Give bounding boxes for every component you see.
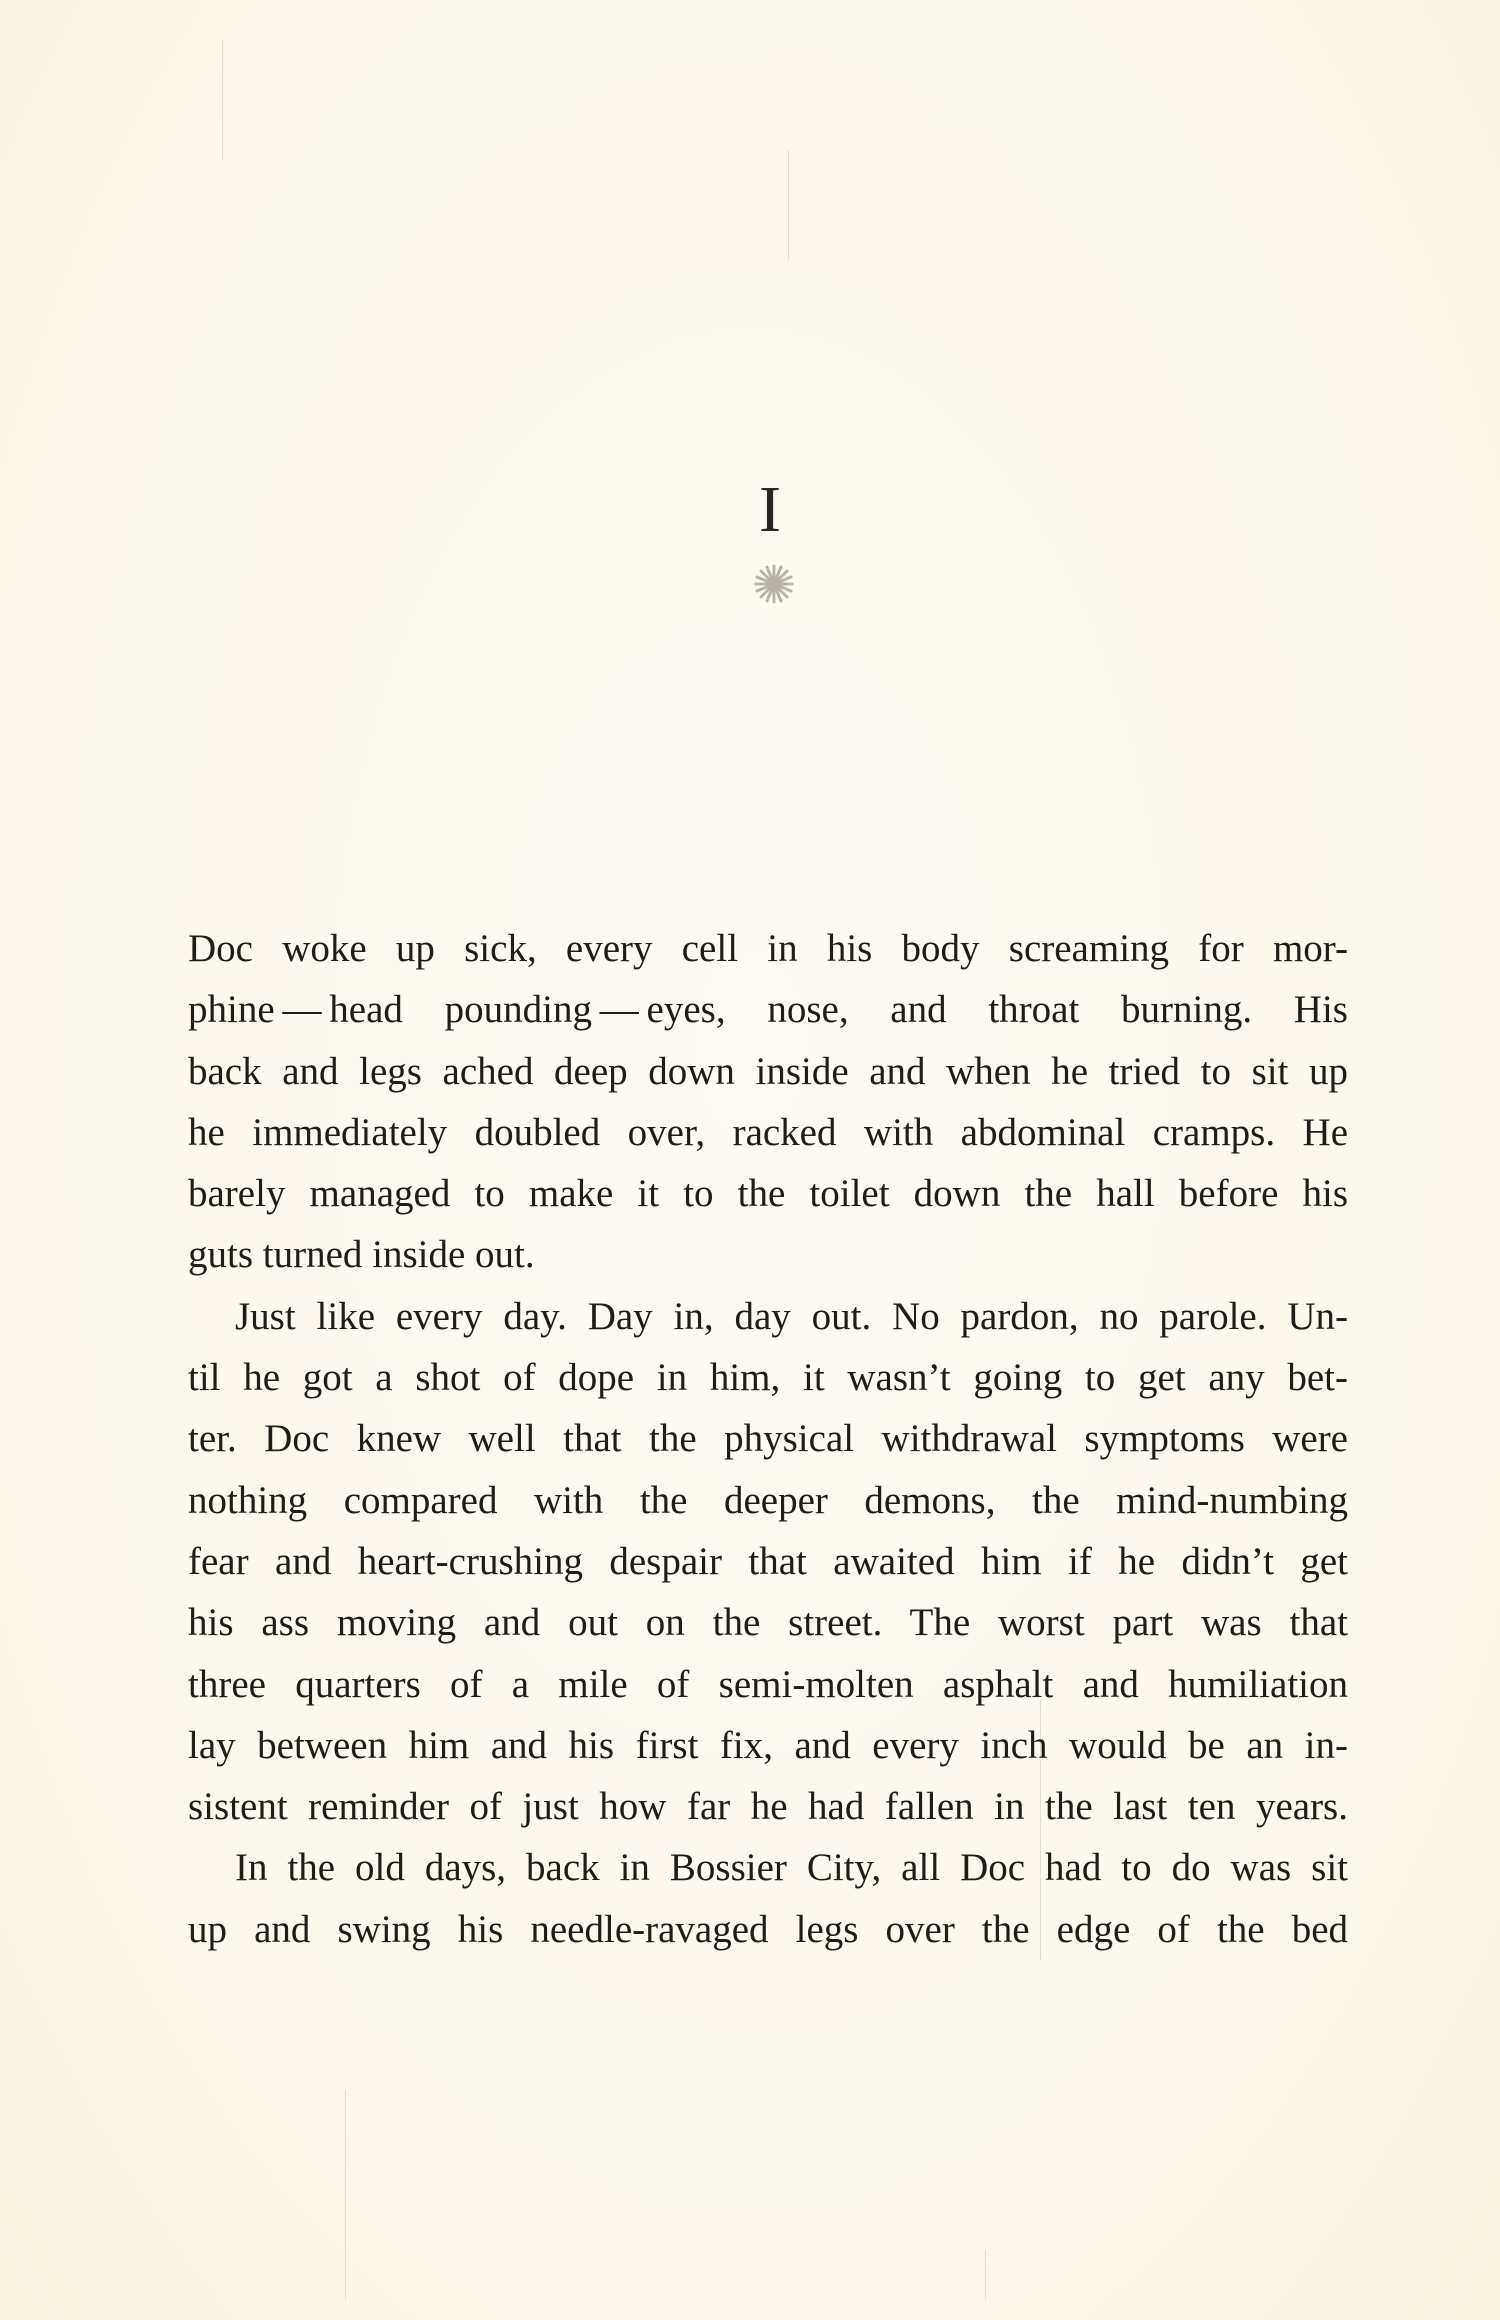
chapter-body-text (188, 918, 1348, 1960)
scan-artifact (345, 2090, 346, 2300)
paragraph-line: Just like every day. Day in, day out. No pardon, no parole. Un- (235, 1294, 1348, 1338)
scan-artifact (985, 2250, 986, 2300)
paragraph-line: three quarters of a mile of semi-molten asphalt and humiliation (188, 1662, 1348, 1706)
paragraph-line: fear and heart-crushing despair that awaited him if he didn’t get (188, 1539, 1348, 1583)
paragraph-line: barely managed to make it to the toilet down the hall before his (188, 1172, 1348, 1216)
paragraph-line: til he got a shot of dope in him, it wasn’t going to get any bet- (188, 1356, 1348, 1400)
paragraph-line: nothing compared with the deeper demons, the mind-numbing (188, 1478, 1348, 1522)
paragraph-line: his ass moving and out on the street. The worst part was that (188, 1601, 1348, 1645)
scan-artifact (222, 40, 223, 160)
paragraph-line: lay between him and his first fix, and every inch would be an in- (188, 1723, 1348, 1767)
paragraph-line: phine — head pounding — eyes, nose, and throat burning. His (188, 988, 1348, 1032)
paragraph-line: Doc woke up sick, every cell in his body screaming for mor- (188, 927, 1348, 970)
paragraph-line: back and legs ached deep down inside and when he tried to sit up (188, 1049, 1348, 1093)
chapter-number: I (759, 473, 781, 546)
paragraph-line: up and swing his needle-ravaged legs over the edge of the bed (188, 1907, 1348, 1951)
paragraph-line: sistent reminder of just how far he had fallen in the last ten years. (188, 1785, 1348, 1829)
paragraph-line: ter. Doc knew well that the physical withdrawal symptoms were (188, 1417, 1348, 1461)
paragraph-line: guts turned inside out. (188, 1233, 535, 1277)
paragraph-line: he immediately doubled over, racked with abdominal cramps. He (188, 1110, 1348, 1154)
paragraph-line: In the old days, back in Bossier City, all Doc had to do was sit (235, 1846, 1348, 1890)
asterisk-ornament-icon (752, 562, 796, 606)
scan-artifact (788, 150, 789, 260)
